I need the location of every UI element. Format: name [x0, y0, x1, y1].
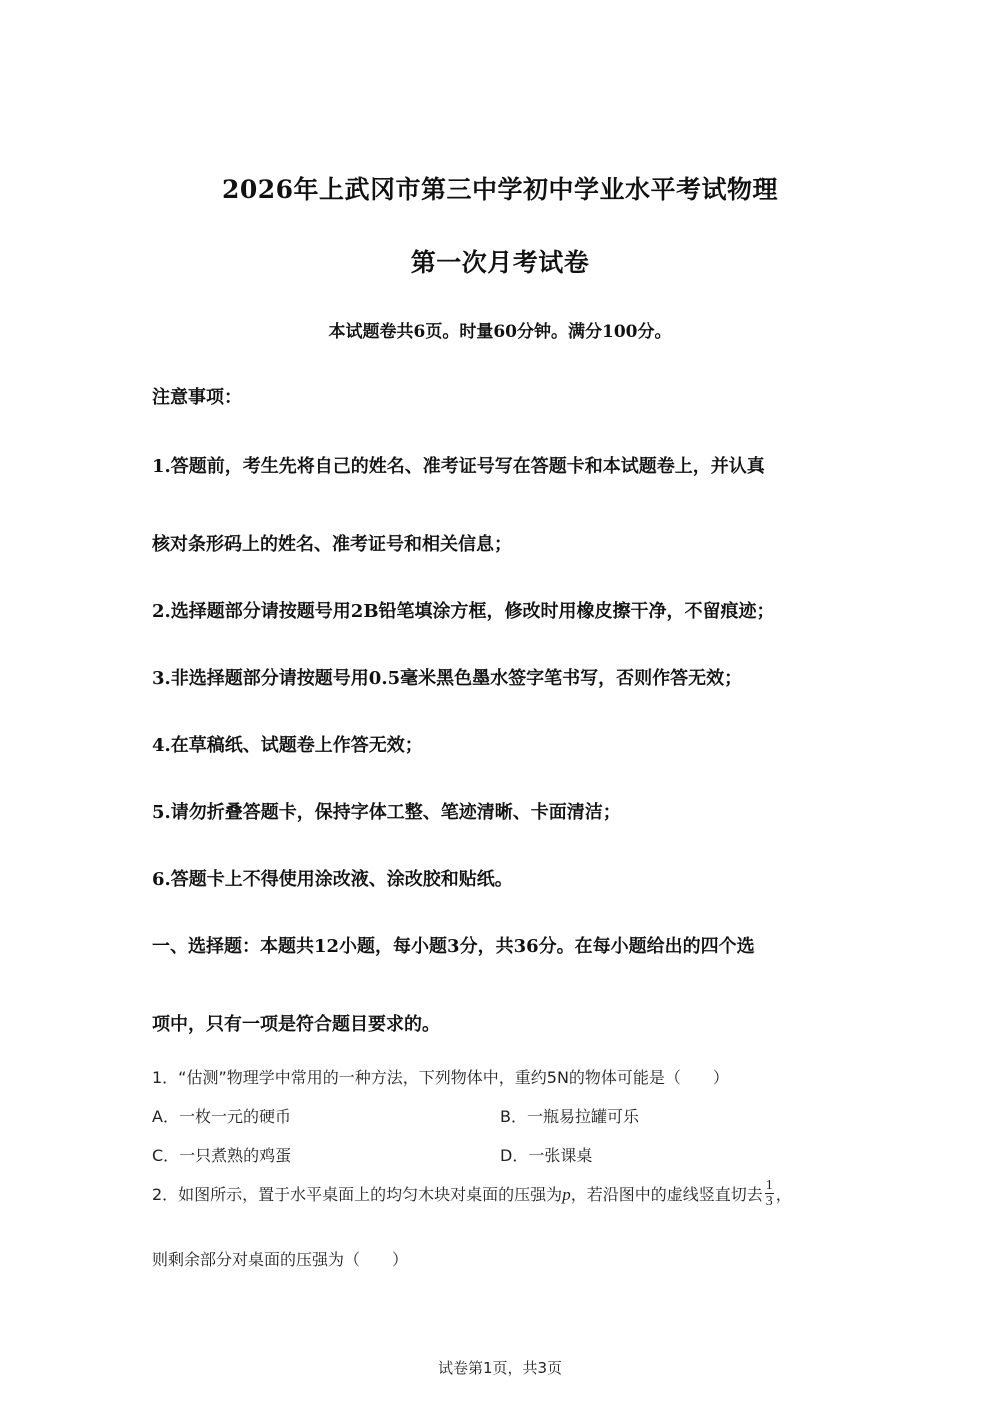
question-1-option-d: D．一张课桌: [500, 1146, 593, 1165]
notice-heading: 注意事项：: [152, 387, 242, 408]
notice-item: 3.非选择题部分请按题号用0.5毫米黑色墨水签字笔书写，否则作答无效；: [152, 668, 743, 689]
question-1-option-c: C．一只煮熟的鸡蛋: [152, 1146, 292, 1165]
question-2-stem: [152, 1180, 792, 1211]
notice-item: 5.请勿折叠答题卡，保持字体工整、笔迹清晰、卡面清洁；: [152, 802, 621, 823]
question-1-option-a: A．一枚一元的硬币: [152, 1107, 291, 1126]
section1-heading-cont: 项中，只有一项是符合题目要求的。: [152, 1014, 440, 1035]
question-2-text-a: 2．如图所示，置于水平桌面上的均匀木块对桌面的压强为: [152, 1185, 563, 1204]
notice-item: 2.选择题部分请按题号用2B铅笔填涂方框，修改时用橡皮擦干净，不留痕迹；: [152, 601, 775, 622]
fraction-denominator: 3: [765, 1194, 773, 1209]
notice-item: 1.答题前，考生先将自己的姓名、准考证号写在答题卡和本试题卷上，并认真: [152, 456, 765, 477]
question-2-text-b: ，若沿图中的虚线竖直切去: [570, 1185, 763, 1204]
notice-item: 4.在草稿纸、试题卷上作答无效；: [152, 735, 423, 756]
fraction-one-third: [765, 1178, 774, 1209]
page-footer: 试卷第1页，共3页: [437, 1359, 563, 1377]
question-1-stem: 1．“估测”物理学中常用的一种方法，下列物体中，重约5N的物体可能是（ ）: [152, 1068, 729, 1087]
exam-title-line2: 第一次月考试卷: [410, 248, 590, 277]
notice-item: 6.答题卡上不得使用涂改液、涂改胶和贴纸。: [152, 869, 513, 890]
question-1-option-b: B．一瓶易拉罐可乐: [500, 1107, 639, 1126]
section1-heading: 一、选择题：本题共12小题，每小题3分，共36分。在每小题给出的四个选: [152, 936, 755, 957]
notice-item: 核对条形码上的姓名、准考证号和相关信息；: [152, 534, 512, 555]
exam-info: 本试题卷共6页。时量60分钟。满分100分。: [328, 322, 672, 342]
question-2-stem-cont: 则剩余部分对桌面的压强为（ ）: [152, 1250, 409, 1269]
fraction-numerator: 1: [765, 1178, 773, 1193]
question-2-text-c: ，: [775, 1185, 792, 1204]
exam-title-line1: 2026年上武冈市第三中学初中学业水平考试物理: [221, 175, 779, 204]
pressure-variable: p: [562, 1185, 571, 1204]
